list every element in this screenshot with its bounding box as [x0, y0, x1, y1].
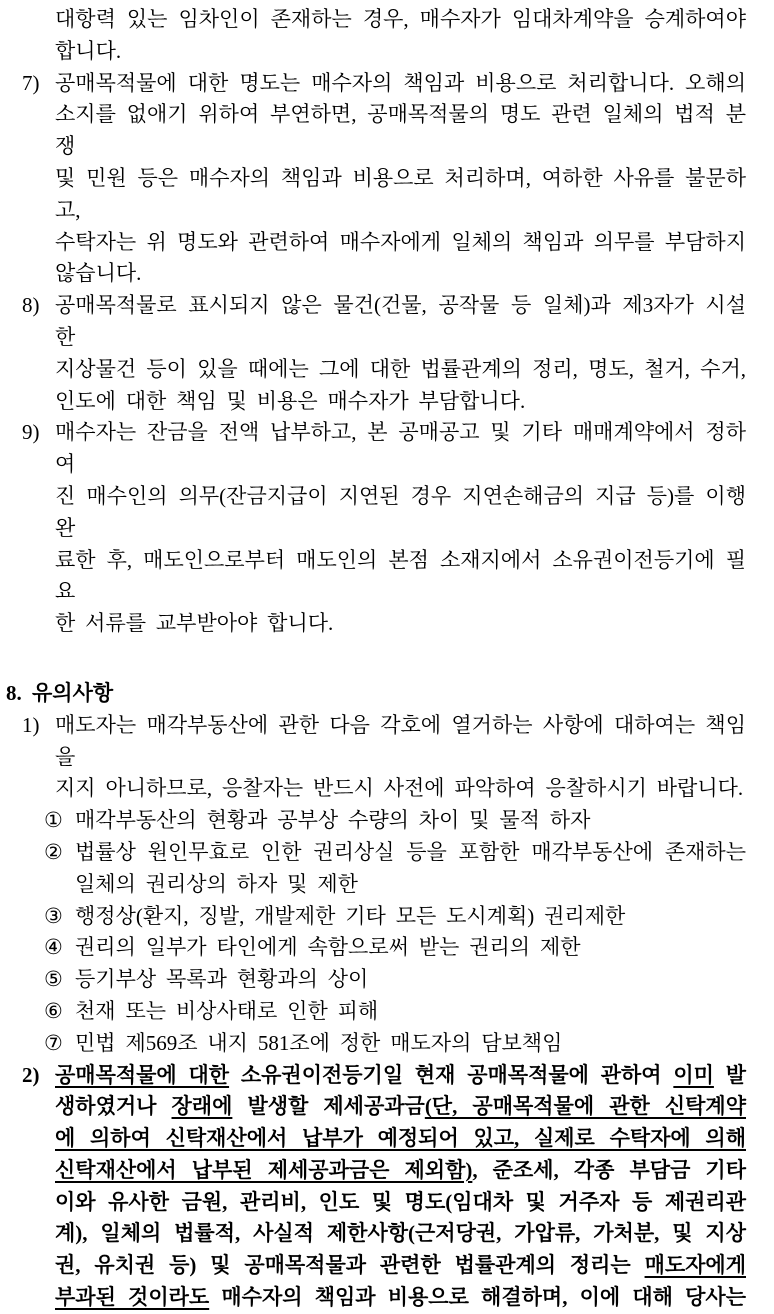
underlined-segment: 공매목적물에 대한 — [55, 1062, 230, 1087]
item7-marker: 7) — [22, 70, 40, 95]
notice2-line — [0, 1282, 774, 1314]
prev-item-continuation-line — [0, 36, 774, 68]
body-text: 민법 제569조 내지 581조에 정한 매도자의 담보책임 — [75, 1030, 563, 1055]
subitem-2-marker: ② — [44, 839, 63, 864]
body-text: 및 민원 등은 매수자의 책임과 비용으로 처리하며, 여하한 사유를 불문하고, — [55, 165, 746, 222]
body-text: 진 매수인의 의무(잔금지급이 지연된 경우 지연손해금의 지급 등)를 이행완 — [55, 483, 746, 540]
text-segment: 계), 일체의 법률적, 사실적 제한사항(근저당권, 가압류, 가처분, 및 지상 — [55, 1221, 746, 1246]
subitem-4-marker: ④ — [44, 935, 63, 960]
notice1-line — [0, 710, 774, 774]
body-text: 매수자는 잔금을 전액 납부하고, 본 공매공고 및 기타 매매계약에서 정하여 — [55, 420, 746, 477]
underlined-segment: 에 의하여 신탁재산에서 납부가 예정되어 있고, 실제로 수탁자에 의해 — [55, 1126, 746, 1151]
body-text: 수탁자는 위 명도와 관련하여 매수자에게 일체의 책임과 의무를 부담하지 — [55, 229, 746, 254]
text-segment: , 준조세, 각종 부담금 기타 — [472, 1157, 747, 1182]
underlined-segment: 신탁재산에서 납부된 제세공과금은 제외함) — [55, 1157, 473, 1182]
underlined-segment: 이미 — [673, 1062, 714, 1087]
prev-item-continuation-line — [0, 4, 774, 36]
text-segment: 생하였거나 — [55, 1094, 172, 1119]
body-text: 천재 또는 비상사태로 인한 피해 — [75, 998, 379, 1023]
item8-line — [0, 354, 774, 386]
notice1-marker: 1) — [22, 712, 40, 737]
item8-line — [0, 386, 774, 418]
subitem-4-line — [0, 932, 774, 964]
item7-line — [0, 227, 774, 259]
item8-line — [0, 290, 774, 354]
underlined-segment: 부과된 것이라도 — [55, 1285, 210, 1310]
notice2-line — [0, 1187, 774, 1219]
subitem-3-marker: ③ — [44, 903, 63, 928]
subitem-6-marker: ⑥ — [44, 998, 63, 1023]
item7-line — [0, 258, 774, 290]
item7-line — [0, 99, 774, 163]
item9-line — [0, 481, 774, 545]
item9-line — [0, 545, 774, 609]
body-text: 지지 아니하므로, 응찰자는 반드시 사전에 파악하여 응찰하시기 바랍니다. — [55, 776, 744, 801]
item9-marker: 9) — [22, 420, 40, 445]
subitem-1-marker: ① — [44, 808, 63, 833]
body-text: 일체의 권리상의 하자 및 제한 — [75, 871, 358, 896]
text-segment: 소유권이전등기일 현재 공매목적물에 관하여 — [229, 1062, 674, 1087]
text-segment: 이와 유사한 금원, 관리비, 인도 및 명도(임대차 및 거주자 등 제권리관 — [55, 1189, 746, 1214]
subitem-3-line — [0, 901, 774, 933]
item9-line — [0, 608, 774, 640]
notice2-line — [0, 1155, 774, 1187]
subitem-5-line — [0, 964, 774, 996]
body-text: 매도자는 매각부동산에 관한 다음 각호에 열거하는 사항에 대하여는 책임을 — [55, 712, 746, 769]
body-text: 권리의 일부가 타인에게 속함으로써 받는 권리의 제한 — [75, 935, 581, 960]
text-segment: 발생할 제세공과금 — [232, 1094, 425, 1119]
underlined-segment: (단, 공매목적물에 관한 신탁계약 — [424, 1094, 746, 1119]
body-text: 않습니다. — [55, 261, 142, 286]
subitem-1-line — [0, 805, 774, 837]
underlined-segment: 장래에 — [171, 1094, 233, 1119]
body-text: 인도에 대한 책임 및 비용은 매수자가 부담합니다. — [55, 388, 526, 413]
body-text: 매각부동산의 현황과 공부상 수량의 차이 및 물적 하자 — [75, 808, 591, 833]
section-heading — [0, 678, 774, 710]
text-segment: 권, 유치권 등) 및 공매목적물과 관련한 법률관계의 정리는 — [55, 1253, 645, 1278]
body-text: 등기부상 목록과 현황과의 상이 — [75, 967, 369, 992]
section-title: 유의사항 — [32, 680, 114, 705]
notice2-marker: 2) — [22, 1062, 40, 1087]
notice2-line — [0, 1123, 774, 1155]
body-text: 합니다. — [55, 38, 122, 63]
notice2-line — [0, 1091, 774, 1123]
body-text: 법률상 원인무효로 인한 권리상실 등을 포함한 매각부동산에 존재하는 — [75, 839, 746, 864]
text-segment: 매수자의 책임과 비용으로 해결하며, 이에 대해 당사는 — [209, 1285, 746, 1310]
body-text: 한 서류를 교부받아야 합니다. — [55, 611, 334, 636]
subitem-2-line — [0, 837, 774, 869]
subitem-7-line — [0, 1028, 774, 1060]
item9-line — [0, 417, 774, 481]
body-text: 소지를 없애기 위하여 부연하면, 공매목적물의 명도 관련 일체의 법적 분쟁 — [55, 102, 746, 159]
body-text: 공매목적물로 표시되지 않은 물건(건물, 공작물 등 일체)과 제3자가 시설한 — [55, 293, 746, 349]
subitem-5-marker: ⑤ — [44, 967, 63, 992]
underlined-segment: 매도자에게 — [644, 1253, 746, 1278]
subitem-6-line — [0, 996, 774, 1028]
notice2-line — [0, 1060, 774, 1092]
item7-line — [0, 163, 774, 227]
item7-line — [0, 68, 774, 100]
body-text: 행정상(환지, 징발, 개발제한 기타 모든 도시계획) 권리제한 — [75, 903, 626, 928]
section-number: 8. — [6, 680, 22, 705]
subitem-2-line — [0, 869, 774, 901]
body-text: 대항력 있는 임차인이 존재하는 경우, 매수자가 임대차계약을 승계하여야 — [55, 7, 746, 31]
notice2-line — [0, 1250, 774, 1282]
item8-marker: 8) — [22, 293, 40, 318]
notice2-line — [0, 1218, 774, 1250]
subitem-7-marker: ⑦ — [44, 1030, 63, 1055]
text-segment: 발 — [713, 1062, 746, 1087]
body-text: 지상물건 등이 있을 때에는 그에 대한 법률관계의 정리, 명도, 철거, 수거, — [55, 356, 746, 381]
body-text: 료한 후, 매도인으로부터 매도인의 본점 소재지에서 소유권이전등기에 필요 — [55, 547, 746, 604]
body-text: 공매목적물에 대한 명도는 매수자의 책임과 비용으로 처리합니다. 오해의 — [55, 70, 746, 95]
notice1-line — [0, 773, 774, 805]
